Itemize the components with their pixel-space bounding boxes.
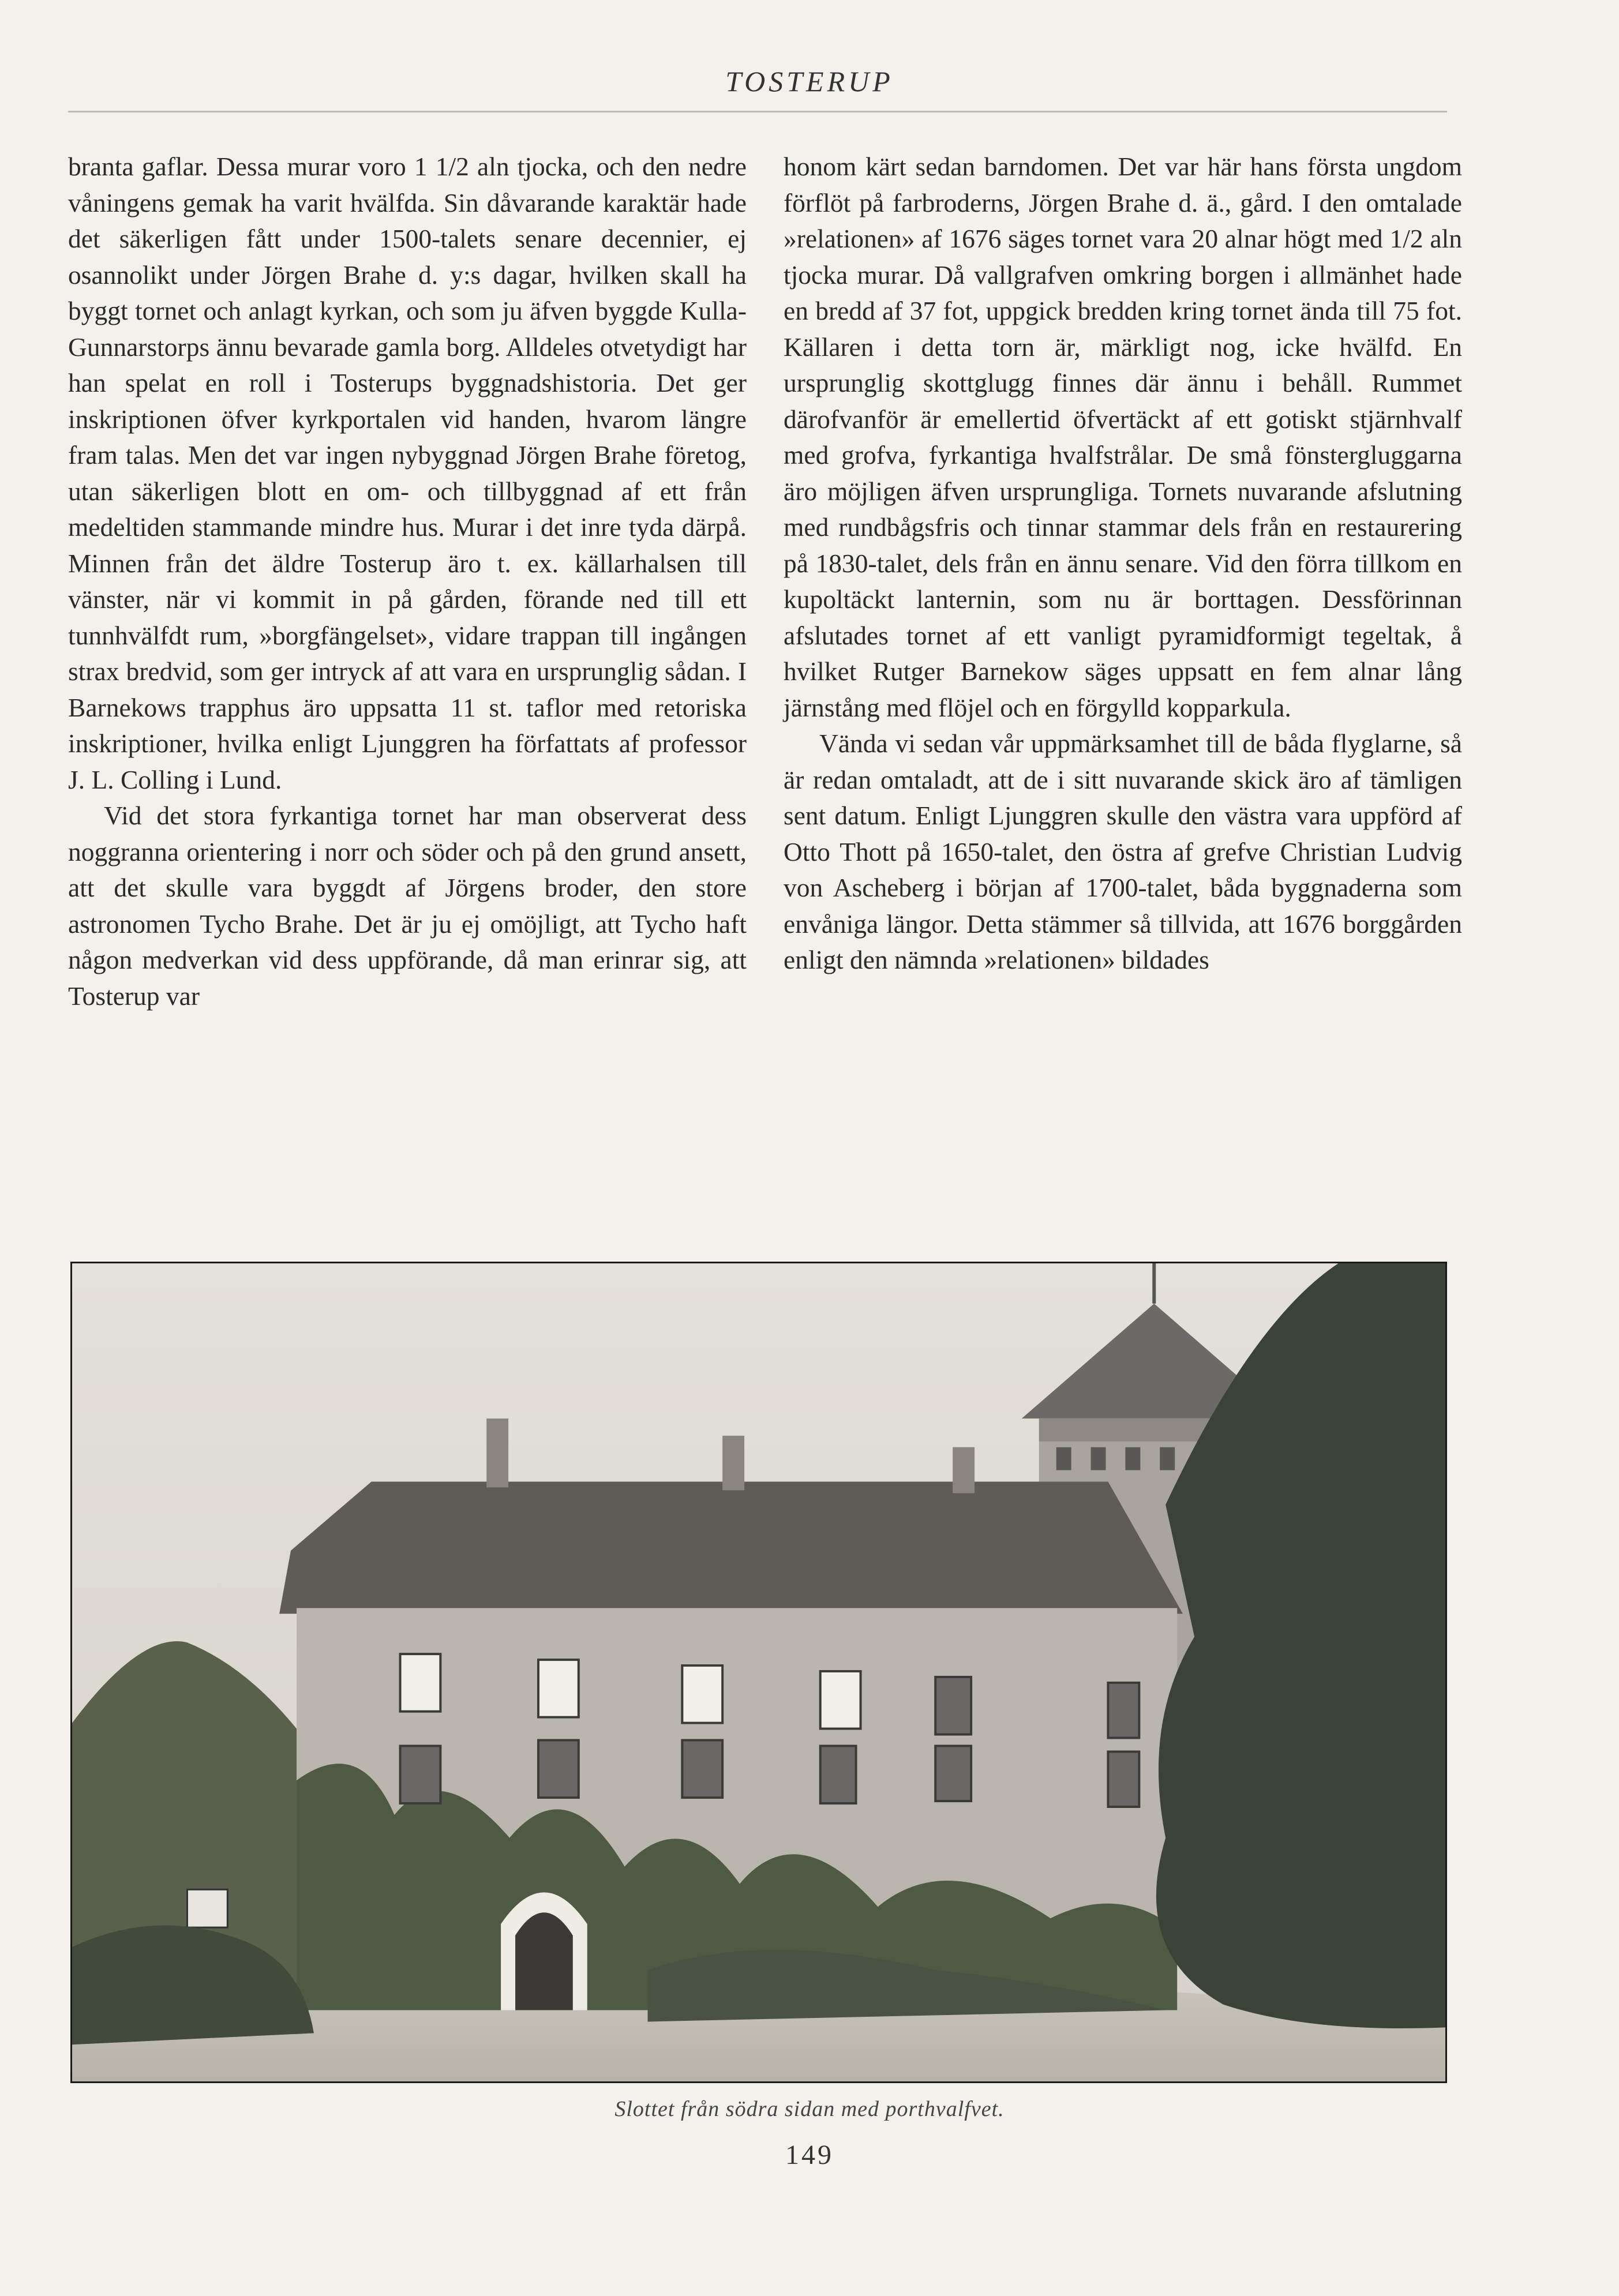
paragraph: branta gaflar. Dessa murar voro 1 1/2 aln tjocka, och den nedre våningens gemak ha varit hvälfda. Sin dåvarande karaktär hade det säkerligen fått under 1500-talets senare decennier, ej osannolikt under Jörgen Brahe d. y:s dagar, hvilken skall ha byggt tornet och anlagt kyrkan, och som ju äfven byggde Kulla-Gunnarstorps ännu bevarade gamla borg. Alldeles otvetydigt har han spelat en roll i Tosterups byggnadshistoria. Det ger inskriptionen öfver kyrkportalen vid handen, hvarom längre fram talas. Men det var ingen nybyggnad Jörgen Brahe företog, utan säkerligen blott en om- och tillbyggnad af ett från medeltiden stammande mindre hus. Murar i det inre tyda därpå. Minnen från det äldre Tosterup äro t. ex. källarhalsen till vänster, när vi kommit in på gården, förande ned till ett tunnhvälfdt rum, »borgfängelset», vidare trappan till ingången strax bredvid, som ger intryck af att vara en ursprunglig sådan. I Barnekows trapphus äro uppsatta 11 st. taflor med retoriska inskriptioner, hvilka enligt Ljunggren ha författats af professor J. L. Colling i Lund. [68,152,747,794]
paragraph: Vid det stora fyrkantiga tornet har man observerat dess noggranna orientering i norr och söder och på den grund ansett, att det skulle vara byggdt af Jörgens broder, den store astronomen Tycho Brahe. Det är ju ej omöjligt, att Tycho haft någon medverkan vid dess uppförande, då man erinrar sig, att Tosterup var [68,801,747,1011]
left-column [68,149,747,1014]
page-number: 149 [785,2140,834,2170]
paragraph: honom kärt sedan barndomen. Det var här hans första ungdom förflöt på farbroderns, Jörgen Brahe d. ä., gård. I den omtalade »relationen» af 1676 säges tornet vara 20 alnar högt med 1/2 aln tjocka murar. Då vallgrafven omkring borgen i allmänhet hade en bredd af 37 fot, uppgick bredden kring tornet ända till 75 fot. Källaren i detta torn är, märkligt nog, icke hvälfd. En ursprunglig skottglugg finnes där ännu i behåll. Rummet därofvanför är emellertid öfvertäckt af ett gotiskt stjärnhvalf med grofva, fyrkantiga hvalfstrålar. De små fönstergluggarna äro möjligen äfven ursprungliga. Tornets nuvarande afslutning med rundbågsfris och tinnar stammar dels från en restaurering på 1830-talet, dels från en ännu senare. Vid den förra tillkom en kupoltäckt lanternin, som nu är borttagen. Dessförinnan afslutades tornet af ett vanligt pyramidformigt tegeltak, å hvilket Rutger Barnekow säges uppsatt en fem alnar lång järnstång med flöjel och en förgylld kopparkula. [784,152,1462,722]
castle-photograph [70,1262,1447,2083]
right-column [784,149,1462,978]
header-rule [68,111,1447,112]
running-title: TOSTERUP [725,65,894,97]
castle-photo-illustration [72,1263,1445,2081]
figure-caption: Slottet från södra sidan med porthvalfvet. [614,2097,1005,2121]
paragraph: Vända vi sedan vår uppmärksamhet till de båda flyglarne, så är redan omtaladt, att de i sitt nuvarande skick äro af tämligen sent datum. Enligt Ljunggren skulle den västra vara uppförd af Otto Thott på 1650-talet, den östra af grefve Christian Ludvig von Ascheberg i början af 1700-talet, båda byggnaderna som envåniga längor. Detta stämmer så tillvida, att 1676 borggården enligt den nämnda »relationen» bildades [784,729,1462,974]
